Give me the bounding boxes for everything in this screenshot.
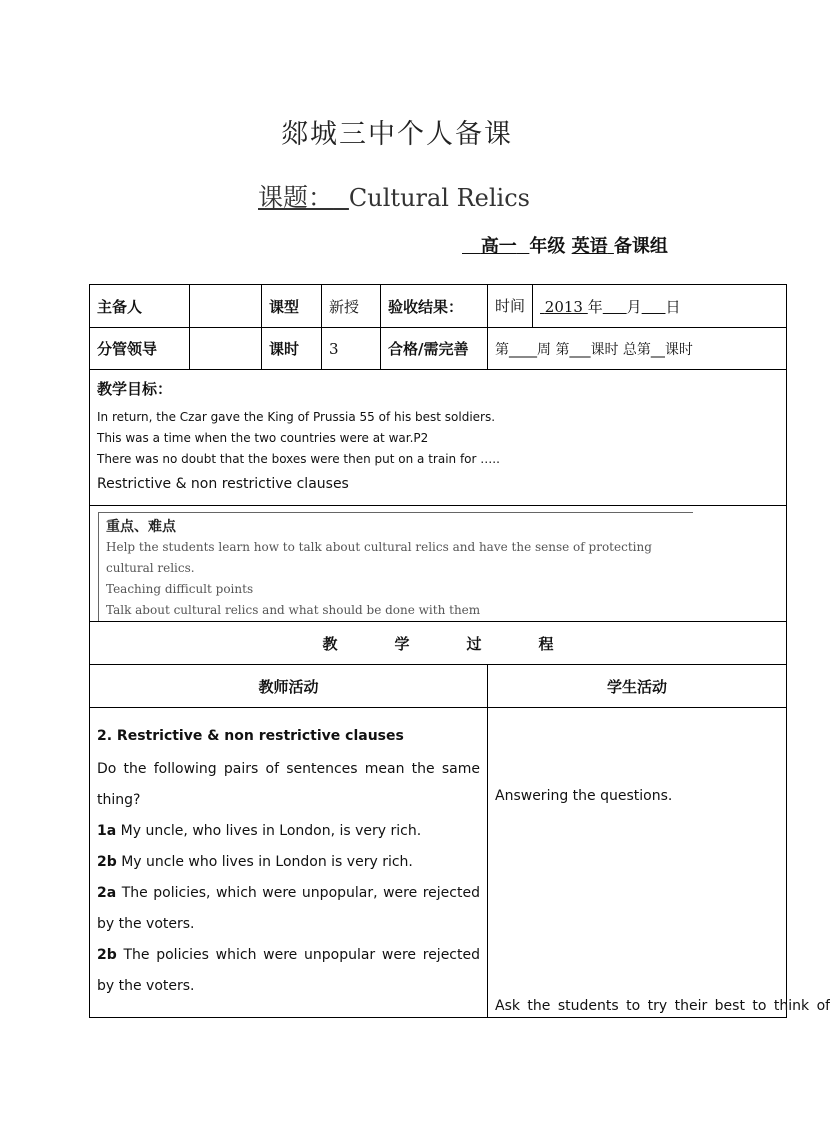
- objective-line: In return, the Czar gave the King of Prussia 55 of his best soldiers.: [97, 410, 496, 424]
- objective-line: This was a time when the two countries were at war.P2: [97, 431, 429, 445]
- discipline: 英语: [571, 236, 608, 257]
- grade: 高一: [480, 236, 517, 257]
- pass-label: 合格/需完善: [381, 328, 488, 370]
- year-label: 年: [587, 297, 603, 316]
- grade-label: 年级: [529, 236, 566, 257]
- student-activity-header: 学生活动: [488, 665, 787, 708]
- process-char: 程: [538, 634, 554, 653]
- type-label: 课型: [262, 285, 322, 328]
- key-points-cell: [90, 506, 787, 622]
- teacher-activity-cell: [90, 708, 488, 1018]
- period-label: 课时: [262, 328, 322, 370]
- lesson-plan-table: [89, 284, 830, 1018]
- teacher-sentence: 2b My uncle who lives in London is very rich.: [97, 853, 413, 870]
- key-points-box: [98, 512, 693, 621]
- type-value: 新授: [322, 285, 381, 328]
- supervisor-value: [190, 328, 262, 370]
- key-point-line: Teaching difficult points: [106, 582, 254, 596]
- objectives-heading: 教学目标：: [97, 380, 173, 398]
- student-answer: Answering the questions.: [495, 788, 673, 804]
- date-cell: [488, 285, 787, 328]
- prep-group-line: [462, 232, 668, 258]
- objectives-cell: [90, 370, 787, 506]
- day-label: 日: [665, 297, 681, 316]
- teacher-sentence: 2b The policies which were unpopular were rejected by the voters.: [97, 946, 480, 994]
- page-title: 郯城三中个人备课: [281, 119, 513, 150]
- teacher-activity-header: 教师活动: [90, 665, 488, 708]
- year-value: 2013: [544, 297, 583, 316]
- teacher-sentence: 2a The policies, which were unpopular, were rejected by the voters.: [97, 884, 480, 932]
- key-points-heading: 重点、难点: [106, 519, 176, 535]
- period-value: 3: [322, 328, 381, 370]
- subject-name: Cultural Relics: [348, 184, 530, 212]
- process-heading: [90, 622, 787, 665]
- process-char: 学: [394, 634, 410, 653]
- supervisor-label: 分管领导: [90, 328, 190, 370]
- teacher-heading: 2. Restrictive & non restrictive clauses: [97, 727, 404, 744]
- objective-line: There was no doubt that the boxes were then put on a train for …..: [97, 452, 500, 466]
- objective-clauses: Restrictive & non restrictive clauses: [97, 476, 349, 492]
- lead-value: [190, 285, 262, 328]
- student-ask: Ask the students to try their best to think of: [495, 998, 830, 1014]
- month-label: 月: [626, 297, 642, 316]
- group-label: 备课组: [613, 236, 668, 257]
- teacher-question: Do the following pairs of sentences mean the same thing?: [97, 760, 480, 808]
- process-char: 教: [322, 634, 338, 653]
- process-char: 过: [466, 634, 482, 653]
- student-activity-cell: [488, 708, 830, 1018]
- lesson-subject: [258, 178, 530, 214]
- week-text: 第____周 第___课时 总第__课时: [488, 328, 787, 370]
- teacher-sentence: 1a My uncle, who lives in London, is very rich.: [97, 822, 422, 839]
- key-point-line: Talk about cultural relics and what should be done with them: [106, 603, 481, 617]
- lead-label: 主备人: [90, 285, 190, 328]
- subject-prefix: 课题：: [258, 183, 334, 212]
- key-point-line: Help the students learn how to talk about cultural relics and have the sense of protecting cultural relics.: [106, 540, 652, 575]
- time-label: 时间: [488, 285, 533, 327]
- check-label: 验收结果：: [381, 285, 488, 328]
